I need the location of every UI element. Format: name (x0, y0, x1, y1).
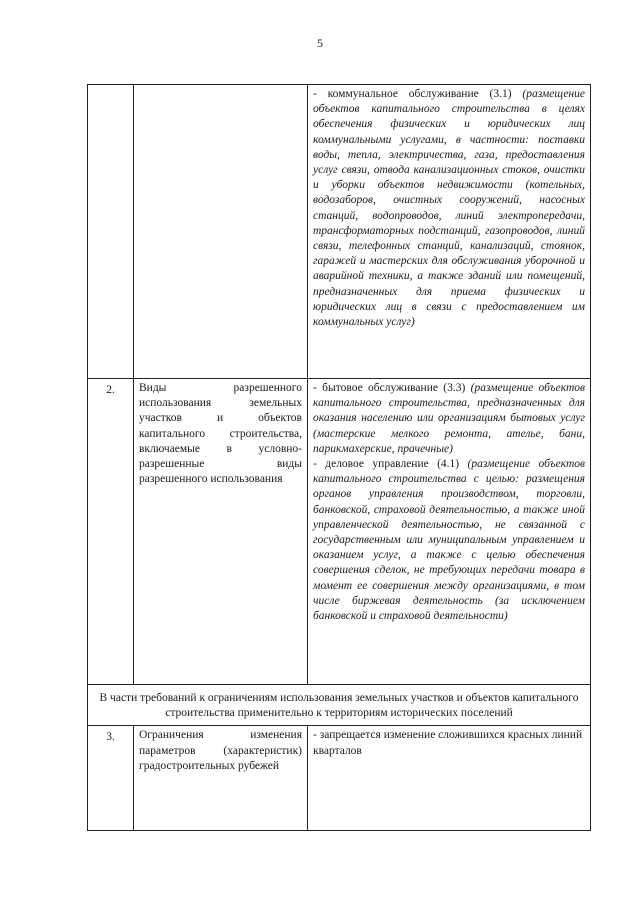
section-heading-row (88, 685, 591, 726)
item-lead: коммунальное обслуживание (3.1) (327, 88, 523, 100)
item-lead: бытовое обслуживание (3.3) (322, 382, 471, 394)
row-content (308, 85, 591, 379)
section-heading: В части требований к ограничениям использования земельных участков и объектов капитального строительства применительно к территориям исторических поселений (88, 685, 591, 726)
row-number: 3. (88, 726, 134, 831)
item-dash: - (313, 458, 326, 471)
page-number: 5 (317, 36, 323, 50)
row-content: - запрещается изменение сложившихся красных линий кварталов (308, 726, 591, 831)
item-dash: - (313, 382, 323, 394)
usage-item (313, 87, 585, 330)
item-description: (размещение объектов капитального строительства, предназначенных для оказания населению или организациям бытовых услуг (мастерские мелкого ремонта, ателье, бани, парикмахерские, прачечные) (313, 382, 585, 455)
usage-item (313, 381, 585, 457)
table-row (88, 85, 591, 379)
row-title (134, 85, 308, 379)
table-row (88, 726, 591, 831)
item-lead: деловое управление (4.1) (325, 458, 468, 471)
row-content (308, 379, 591, 685)
row-title: Виды разрешенного использования земельных участков и объектов капитального строительства, включаемые в условно-разрешенные виды разрешенного использования (134, 379, 308, 685)
table-row (88, 379, 591, 685)
item-dash: - (313, 88, 328, 100)
row-number (88, 85, 134, 379)
regulations-table (87, 84, 591, 831)
usage-item (313, 457, 585, 624)
item-description: (размещение объектов капитального строительства в целях обеспечения физических и юридических лиц коммунальными услугами, в частности: поставки воды, тепла, электричества, газа, предоставления услуг связи, отвода канализационных стоков, очистки и уборки объектов недвижимости (котельных, водозаборов, очистных сооружений, насосных станций, водопроводов, линий электропередачи, трансформаторных подстанций, газопроводов, линий связи, телефонных станций, канализаций, стоянок, гаражей и мастерских для обслуживания уборочной и аварийной техники, а также зданий или помещений, предназначенных для приема физических и юридических лиц в связи с предоставлением им коммунальных услуг) (313, 88, 585, 329)
item-description: (размещение объектов капитального строительства с целью: размещения органов управления производством, торговли, банковской, страховой деятельностью, а также иной управленческой деятельностью, не связанной с государственным или муниципальным управлением и оказанием услуг, а также с целью обеспечения совершения сделок, не требующих передачи товара в момент ее совершения между организациями, в том числе биржевая деятельность (за исключением банковской и страховой деятельности) (313, 458, 585, 623)
row-title: Ограничения изменения параметров (характеристик) градостроительных рубежей (134, 726, 308, 831)
row-number: 2. (88, 379, 134, 685)
